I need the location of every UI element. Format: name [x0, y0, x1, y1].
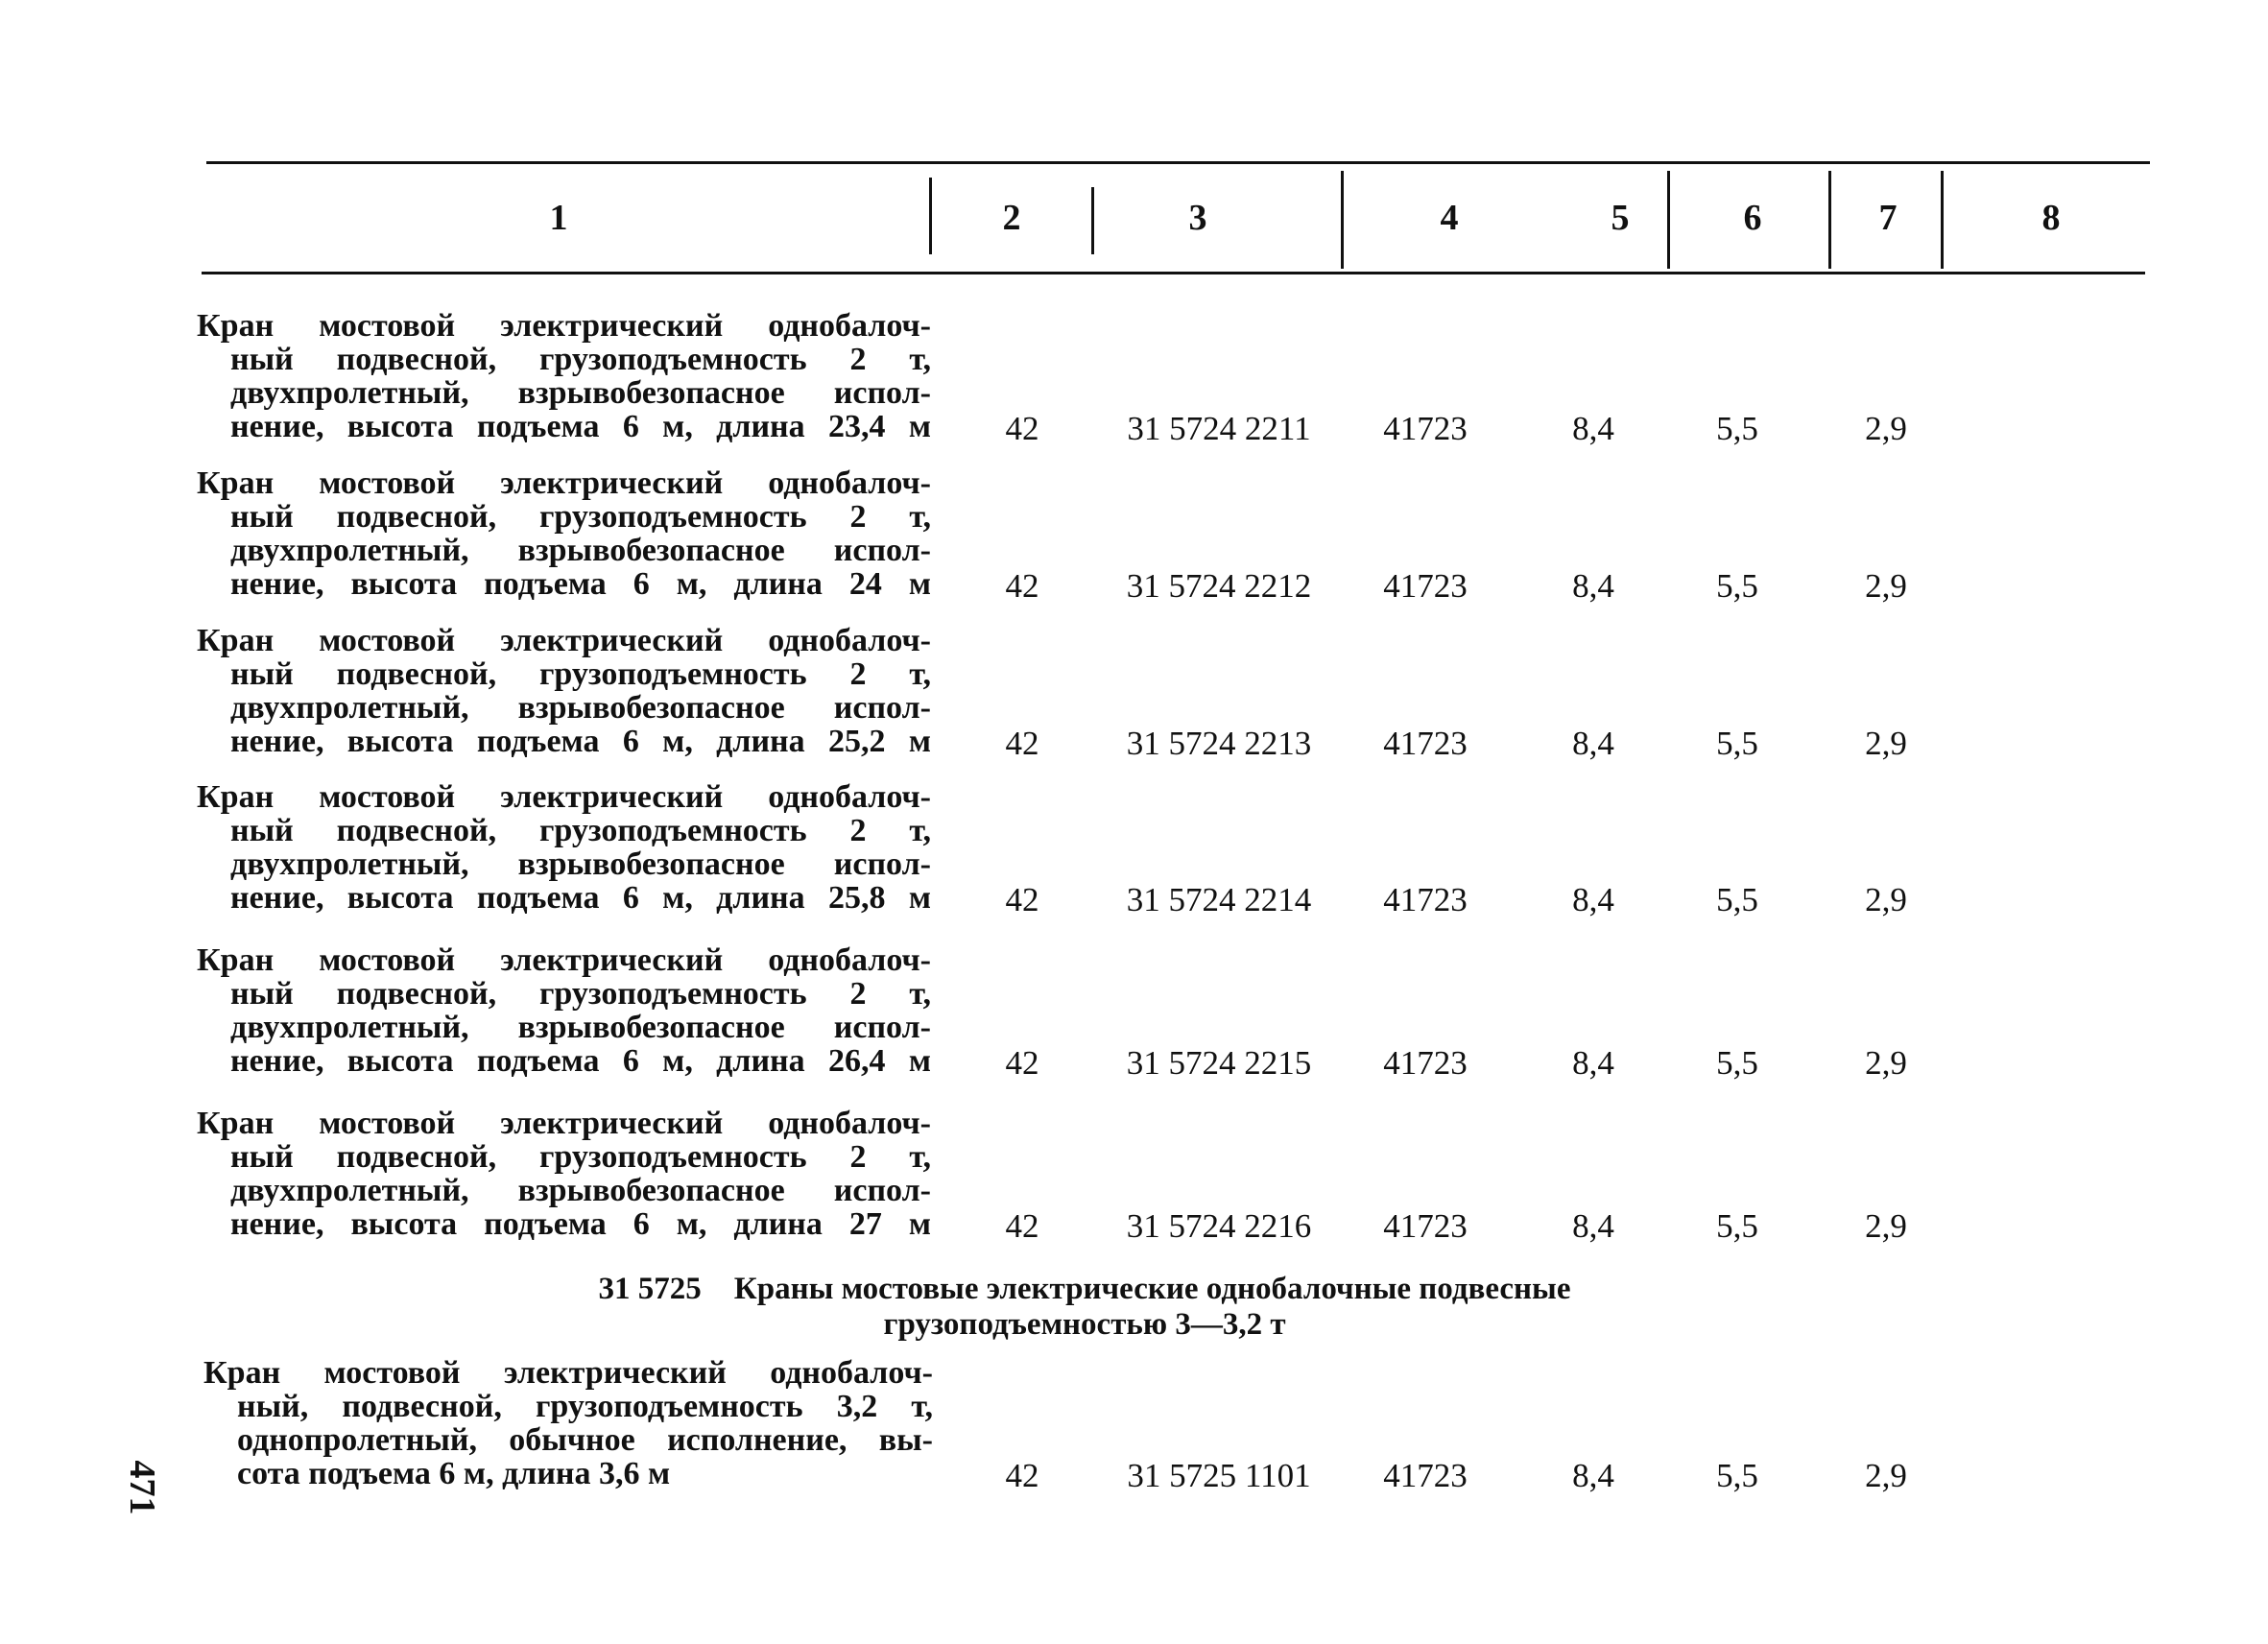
description-line: ный подвесной, грузоподъемность 2 т, [230, 499, 931, 535]
cell-col3: 31 5725 1101 [1127, 1457, 1311, 1494]
header-divider [929, 178, 932, 254]
description-line: двухпролетный, взрывобезопасное испол- [230, 1173, 931, 1208]
section-title-line2: грузоподъемностью 3—3,2 т [883, 1307, 1286, 1342]
row-description [197, 309, 931, 443]
description-line: Кран мостовой электрический однобалоч- [197, 942, 931, 978]
cell-col2: 42 [1005, 881, 1039, 918]
cell-col5: 8,4 [1572, 1457, 1614, 1494]
header-divider [1828, 171, 1831, 269]
cell-col2: 42 [1005, 567, 1039, 605]
header-divider [1341, 171, 1344, 269]
table-row [0, 943, 2268, 1097]
cell-col7: 2,9 [1865, 1207, 1907, 1245]
cell-col7: 2,9 [1865, 567, 1907, 605]
cell-col7: 2,9 [1865, 410, 1907, 447]
table-row [0, 780, 2268, 934]
description-line: нение, высота подъема 6 м, длина 25,2 м [230, 724, 931, 759]
row-description [197, 466, 931, 601]
cell-col4: 41723 [1383, 567, 1468, 605]
column-number-6: 6 [1743, 198, 1762, 238]
cell-col4: 41723 [1383, 1457, 1468, 1494]
description-line: сота подъема 6 м, длина 3,6 м [237, 1456, 671, 1491]
description-line: ный подвесной, грузоподъемность 2 т, [230, 1139, 931, 1175]
cell-col3: 31 5724 2211 [1127, 410, 1311, 447]
description-line: Кран мостовой электрический однобалоч- [197, 308, 931, 344]
page-number: 471 [122, 1460, 162, 1515]
description-line: нение, высота подъема 6 м, длина 26,4 м [230, 1043, 931, 1079]
cell-col5: 8,4 [1572, 410, 1614, 447]
cell-col4: 41723 [1383, 725, 1468, 762]
table-row [0, 624, 2268, 777]
cell-col5: 8,4 [1572, 725, 1614, 762]
cell-col6: 5,5 [1716, 881, 1758, 918]
cell-col2: 42 [1005, 1207, 1039, 1245]
description-line: нение, высота подъема 6 м, длина 27 м [230, 1206, 931, 1242]
cell-col6: 5,5 [1716, 410, 1758, 447]
column-number-4: 4 [1440, 198, 1459, 238]
description-line: ный подвесной, грузоподъемность 2 т, [230, 813, 931, 848]
column-number-8: 8 [2041, 198, 2061, 238]
cell-col4: 41723 [1383, 410, 1468, 447]
cell-col6: 5,5 [1716, 567, 1758, 605]
description-line: двухпролетный, взрывобезопасное испол- [230, 375, 931, 411]
cell-col3: 31 5724 2212 [1126, 567, 1312, 605]
description-line: Кран мостовой электрический однобалоч- [197, 465, 931, 501]
table-row [0, 1356, 2268, 1510]
header-divider [1941, 171, 1944, 269]
table-row [0, 466, 2268, 620]
row-description [197, 624, 931, 758]
description-line: двухпролетный, взрывобезопасное испол- [230, 690, 931, 726]
description-line: однопролетный, обычное исполнение, вы- [237, 1422, 933, 1458]
cell-col5: 8,4 [1572, 1207, 1614, 1245]
section-heading-line1 [537, 1272, 1632, 1307]
description-line: Кран мостовой электрический однобалоч- [203, 1355, 933, 1391]
cell-col4: 41723 [1383, 1044, 1468, 1082]
description-line: ный подвесной, грузоподъемность 2 т, [230, 342, 931, 377]
header-divider [1667, 171, 1670, 269]
cell-col5: 8,4 [1572, 881, 1614, 918]
header-top-rule [206, 161, 2150, 164]
cell-col2: 42 [1005, 725, 1039, 762]
description-line: двухпролетный, взрывобезопасное испол- [230, 533, 931, 568]
column-number-1: 1 [549, 198, 568, 238]
cell-col7: 2,9 [1865, 1044, 1907, 1082]
column-number-5: 5 [1611, 198, 1630, 238]
description-line: Кран мостовой электрический однобалоч- [197, 779, 931, 815]
description-line: нение, высота подъема 6 м, длина 23,4 м [230, 409, 931, 444]
cell-col4: 41723 [1383, 1207, 1468, 1245]
cell-col7: 2,9 [1865, 1457, 1907, 1494]
cell-col2: 42 [1005, 410, 1039, 447]
section-heading [537, 1272, 1632, 1343]
cell-col6: 5,5 [1716, 725, 1758, 762]
cell-col3: 31 5724 2215 [1126, 1044, 1312, 1082]
cell-col2: 42 [1005, 1457, 1039, 1494]
description-line: нение, высота подъема 6 м, длина 24 м [230, 566, 931, 602]
column-number-2: 2 [1002, 198, 1021, 238]
description-line: двухпролетный, взрывобезопасное испол- [230, 846, 931, 882]
cell-col7: 2,9 [1865, 881, 1907, 918]
table-row [0, 309, 2268, 463]
cell-col6: 5,5 [1716, 1457, 1758, 1494]
section-code: 31 5725 [598, 1272, 702, 1306]
description-line: нение, высота подъема 6 м, длина 25,8 м [230, 880, 931, 916]
description-line: ный подвесной, грузоподъемность 2 т, [230, 656, 931, 692]
description-line: Кран мостовой электрический однобалоч- [197, 623, 931, 658]
cell-col3: 31 5724 2213 [1126, 725, 1312, 762]
description-line: ный, подвесной, грузоподъемность 3,2 т, [237, 1389, 933, 1424]
description-line: ный подвесной, грузоподъемность 2 т, [230, 976, 931, 1012]
column-number-3: 3 [1188, 198, 1207, 238]
cell-col2: 42 [1005, 1044, 1039, 1082]
cell-col4: 41723 [1383, 881, 1468, 918]
cell-col3: 31 5724 2214 [1126, 881, 1312, 918]
header-divider [1091, 187, 1094, 254]
row-description [197, 780, 931, 915]
cell-col7: 2,9 [1865, 725, 1907, 762]
row-description [203, 1356, 933, 1490]
cell-col6: 5,5 [1716, 1044, 1758, 1082]
cell-col6: 5,5 [1716, 1207, 1758, 1245]
description-line: двухпролетный, взрывобезопасное испол- [230, 1010, 931, 1045]
row-description [197, 943, 931, 1078]
section-title-line1: Краны мостовые электрические однобалочные подвесные [733, 1272, 1571, 1306]
column-number-7: 7 [1878, 198, 1898, 238]
table-row [0, 1107, 2268, 1260]
cell-col5: 8,4 [1572, 1044, 1614, 1082]
description-line: Кран мостовой электрический однобалоч- [197, 1106, 931, 1141]
header-bottom-rule [202, 272, 2145, 274]
row-description [197, 1107, 931, 1241]
cell-col5: 8,4 [1572, 567, 1614, 605]
cell-col3: 31 5724 2216 [1126, 1207, 1312, 1245]
